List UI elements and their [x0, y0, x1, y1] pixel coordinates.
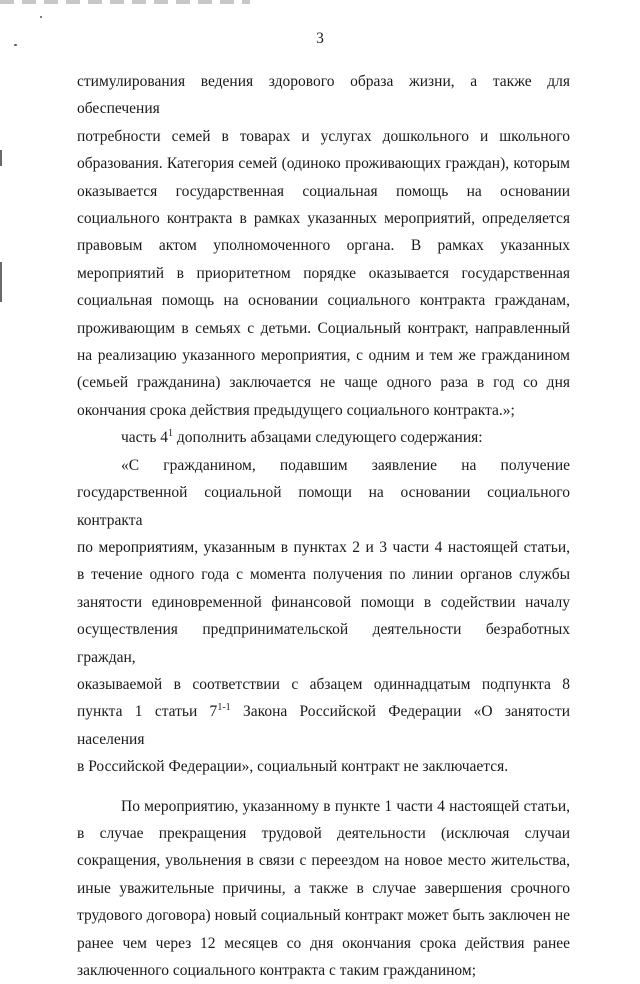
page-number: 3 — [316, 30, 324, 47]
paragraph: стимулирования ведения здорового образа жизни, а также для обеспечения потребности семей в товарах и услугах дошкольного и школьного образования. Категория семей (одиноко проживающих граждан), которым оказывается государственная социальная помощь на основании социального контракта в рамках указанных мероприятий, определяется правовым актом уполномоченного органа. В рамках указанных мероприятий в приоритетном порядке оказывается государственная социальная помощь на основании социального контракта гражданам, проживающим в семьях с детьми. Социальный контракт, направленный на реализацию указанного мероприятия, с одним и тем же гражданином (семьей гражданина) заключается не чаще одного раза в год со дня — [77, 73, 570, 392]
paragraph-last-line: в Российской Федерации», социальный контракт не заключается. — [77, 758, 509, 776]
paragraph: «С гражданином, подавшим заявление на получение государственной социальной помощи на основании социального контракта по мероприятиям, указанным в пунктах 2 и 3 части 4 настоящей статьи, в течение одного года с момента получения по линии органов службы занятости единовременной финансовой помощи в содействии началу осуществления предпринимательской деятельности безработных граждан, оказываемой в соответствии с абзацем одиннадцатым подпункта 8 пункта 1 статьи 7$^{1-1}$ Закона Российской Федерации «О занятости населения — [77, 456, 570, 748]
scan-speck — [40, 16, 42, 18]
document-body — [77, 68, 570, 984]
superscript: 1-1 — [217, 702, 231, 714]
paragraph-last-line: окончания срока действия предыдущего социального контракта.»; — [77, 401, 515, 419]
scan-left-edge — [0, 150, 2, 166]
superscript: 1 — [168, 428, 174, 440]
paragraph: По мероприятию, указанному в пункте 1 части 4 настоящей статьи, в случае прекращения трудовой деятельности (исключая случаи сокращения, увольнения в связи с переездом на новое место жительства, иные уважительные причины, а также в случае завершения срочного трудового договора) новый социальный контракт может быть заключен не ранее чем через 12 месяцев со дня окончания срока действия ранее — [77, 797, 570, 952]
scan-left-edge — [0, 262, 2, 302]
paragraph-last-line: заключенного социального контракта с таким гражданином; — [77, 962, 476, 979]
amendment-intro: часть $4^1$ дополнить абзацами следующего содержания: — [121, 428, 483, 447]
scan-top-edge — [0, 0, 250, 4]
